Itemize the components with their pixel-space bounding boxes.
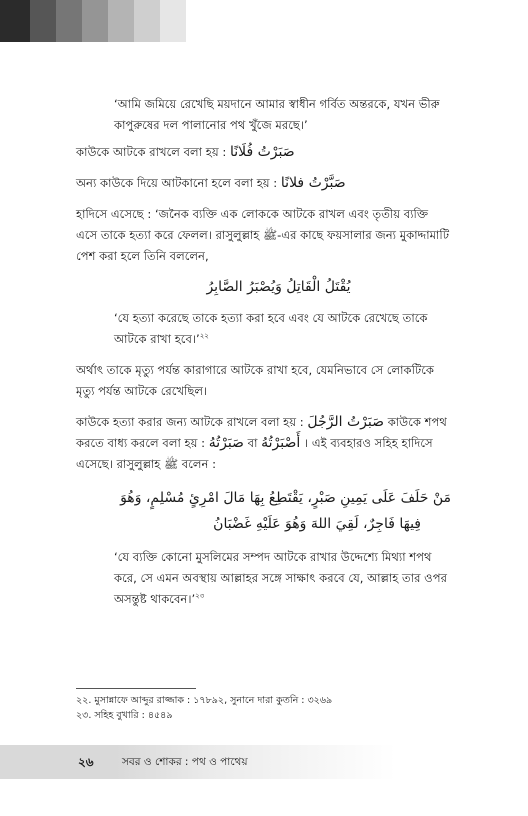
usage-text-d: । এই ব্যবহারও সহিহ হাদিসে এসেছে। রাসুলুল্লাহ ﷺ বলেন : bbox=[76, 436, 433, 471]
hadith-arabic-line: فِيهَا فَاجِرٌ، لَقِيَ اللهَ وَهُوَ عَلَيْهِ غَضْبَانُ bbox=[213, 516, 421, 532]
usage-text-c: বা bbox=[247, 436, 258, 450]
hadith-meaning-1 bbox=[114, 308, 451, 350]
footnote-ref: ২৩ bbox=[195, 592, 205, 601]
arabic-phrase: صَبَّرْتُ فلانًا bbox=[280, 175, 346, 191]
arabic-phrase: صَبَرْتُ الرَّجُلَ bbox=[307, 414, 384, 430]
page-footer bbox=[0, 745, 528, 779]
color-strip-7 bbox=[160, 0, 186, 42]
usage-text-b: কাউকে শপথ করতে বাধ্য করলে বলা হয় : bbox=[76, 415, 447, 450]
hadith-meaning-2 bbox=[114, 547, 451, 610]
explanation-paragraph: অর্থাৎ তাকে মৃত্যু পর্যন্ত কারাগারে আটকে রাখা হবে, যেমনিভাবে সে লোকটিকে মৃত্যু পর্যন্ত আটকে রেখেছিল। bbox=[76, 363, 435, 398]
poem-quote: ‘আমি জমিয়ে রেখেছি ময়দানে আমার স্বাধীন গর্বিত অন্তরকে, যখন ভীরু কাপুরুষের দল পালানোর পথ খুঁজে মরছে।’ bbox=[114, 97, 440, 132]
arabic-phrase: أَصْبَرْتُهُ bbox=[261, 435, 301, 451]
color-strip-2 bbox=[30, 0, 56, 42]
usage-text-a: কাউকে হত্যা করার জন্য আটকে রাখলে বলা হয় : bbox=[76, 415, 304, 429]
running-title: সবর ও শোকর : পথ ও পাথেয় bbox=[122, 756, 248, 768]
line-text: অন্য কাউকে দিয়ে আটকানো হলে বলা হয় : bbox=[76, 176, 278, 190]
hadith-arabic-1: يُقْتَلُ الْقَاتِلُ وَيُصْبَرُ الصَّابِرُ bbox=[206, 279, 351, 295]
hadith-arabic-2 bbox=[76, 485, 451, 537]
line-sabbartu-fulanan bbox=[76, 173, 451, 194]
color-strip-4 bbox=[82, 0, 108, 42]
header-color-bar bbox=[0, 0, 186, 42]
footnote-item: ২২. মুসান্নাফে আব্দুর রাজ্জাক : ১৭৮৯২, সুনানে দারা কুতনি : ৩২৬৯ bbox=[76, 695, 333, 706]
hadith-meaning-text: ‘যে ব্যক্তি কোনো মুসলিমের সম্পদ আটকে রাখার উদ্দেশ্যে মিথ্যা শপথ করে, সে এমন অবস্থায় আল্লাহর সঙ্গে সাক্ষাৎ করবে যে, আল্লাহ তার ওপর অসন্তুষ্ট থাকবেন।’ bbox=[114, 550, 447, 606]
footnote-divider bbox=[76, 688, 196, 689]
color-strip-3 bbox=[56, 0, 82, 42]
usage-paragraph bbox=[76, 412, 451, 475]
footnote-ref: ২২ bbox=[199, 332, 209, 341]
arabic-phrase: صَبَرْتُ فُلَانًا bbox=[229, 144, 295, 160]
line-text: কাউকে আটকে রাখলে বলা হয় : bbox=[76, 145, 227, 159]
color-strip-5 bbox=[108, 0, 134, 42]
color-strip-6 bbox=[134, 0, 160, 42]
line-sabartu-fulanan bbox=[76, 142, 451, 163]
page-number: ২৬ bbox=[78, 755, 94, 769]
color-strip-1 bbox=[0, 0, 30, 42]
hadith-arabic-line: مَنْ حَلَفَ عَلَى يَمِينِ صَبْرٍ، يَقْتَطِعُ بِهَا مَالَ امْرِئٍ مُسْلِمٍ، وَهُوَ bbox=[120, 490, 451, 506]
page-body bbox=[76, 90, 451, 610]
arabic-phrase: صَبَرْتُهُ bbox=[208, 435, 244, 451]
hadith-paragraph-1: হাদিসে এসেছে : ‘জনৈক ব্যক্তি এক লোককে আটকে রাখল এবং তৃতীয় ব্যক্তি এসে তাকে হত্যা করে ফেলল। রাসুলুল্লাহ ﷺ-এর কাছে ফয়সালার জন্য মুকাদ্দামাটি পেশ করা হলে তিনি বললেন, bbox=[76, 207, 450, 263]
hadith-meaning-text: ‘যে হত্যা করেছে তাকে হত্যা করা হবে এবং যে আটকে রেখেছে তাকে আটকে রাখা হবে।’ bbox=[114, 311, 428, 346]
footnote-item: ২৩. সহিহ বুখারি : ৪৫৪৯ bbox=[76, 710, 173, 721]
footnotes bbox=[76, 688, 451, 723]
